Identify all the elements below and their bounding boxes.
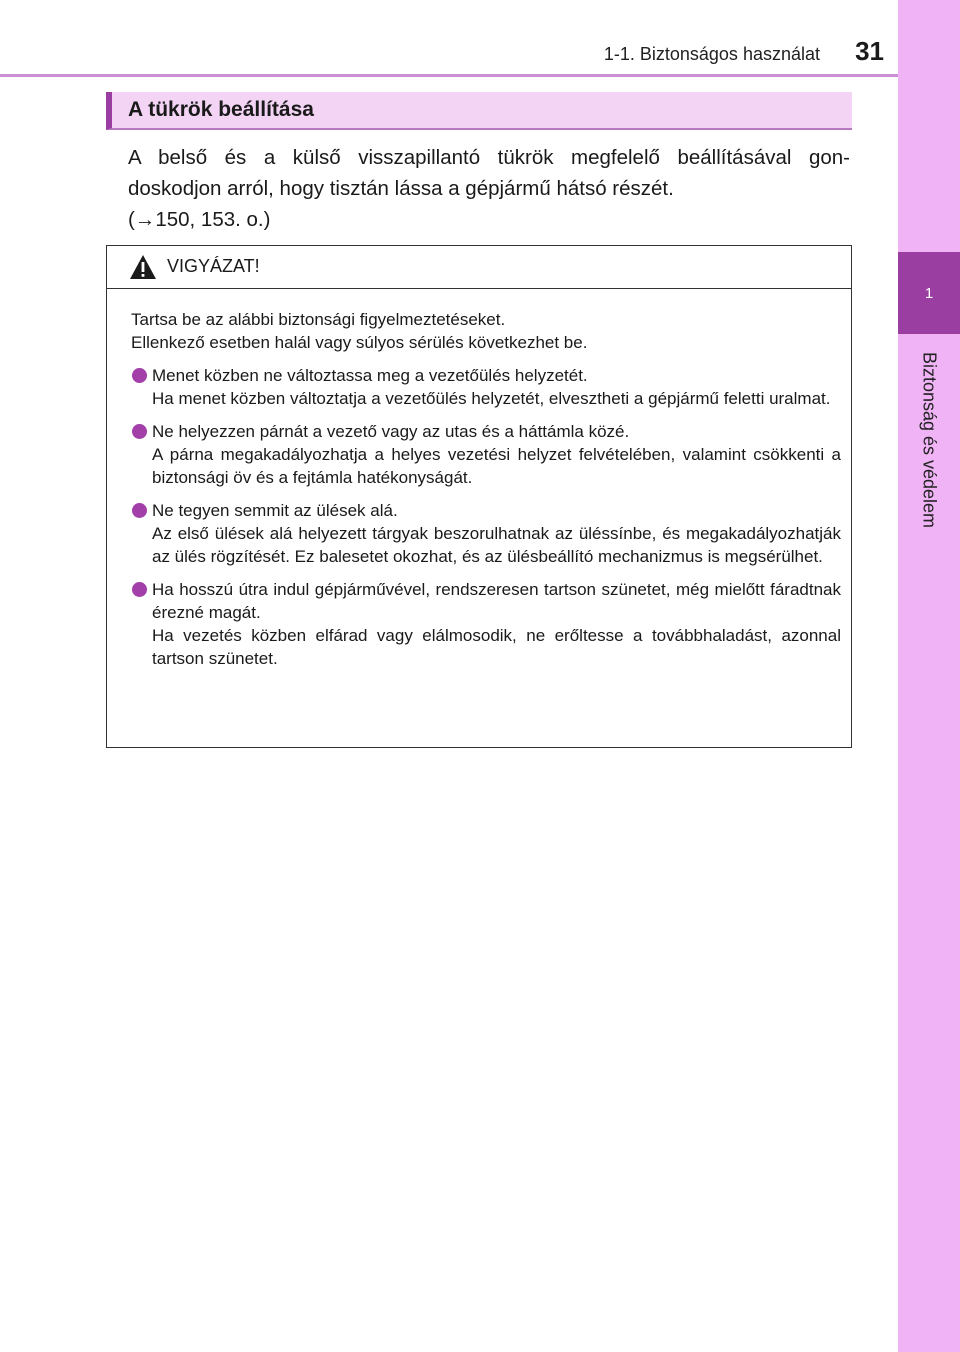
warning-header <box>107 246 851 289</box>
bullet-dot-icon <box>132 368 147 383</box>
warning-body <box>131 308 841 680</box>
bullet-body: Ha vezetés közben elfárad vagy elálmosodik, ne erőltesse a továbbhaladást, azonnal tartson szünetet. <box>152 626 841 668</box>
sidebar-band <box>898 0 960 1352</box>
bullet-body: A párna megakadályozhatja a helyes vezetési helyzet felvételében, valamint csökkenti a biztonsági öv és a fejtámla hatékonyságát. <box>152 445 841 487</box>
bullet-head: Ha hosszú útra indul gépjárművével, rendszeresen tartson szünetet, még mielőtt fáradtnak érezné magát. <box>152 580 841 622</box>
bullet-head: Ne tegyen semmit az ülések alá. <box>152 501 398 520</box>
intro-line: doskodjon arról, hogy tisztán lássa a gépjármű hátsó részét. <box>128 177 674 200</box>
intro-line: A belső és a külső visszapillantó tükrök megfelelő beállításával gon- <box>128 146 850 169</box>
bullet-head: Menet közben ne változtassa meg a vezetőülés helyzetét. <box>152 366 588 385</box>
bullet-head: Ne helyezzen párnát a vezető vagy az utas és a háttámla közé. <box>152 422 630 441</box>
header-divider <box>0 74 898 77</box>
intro-reference: (→150, 153. o.) <box>128 208 271 231</box>
bullet-dot-icon <box>132 503 147 518</box>
bullet-dot-icon <box>132 582 147 597</box>
warning-box <box>106 245 852 748</box>
section-header: 1-1. Biztonságos használat <box>603 44 820 64</box>
page-number: 31 <box>855 36 884 66</box>
bullet-body: Ha menet közben változtatja a vezetőülés helyzetét, elvesztheti a gépjármű feletti uralmat. <box>152 389 831 408</box>
warning-label: VIGYÁZAT! <box>167 256 260 276</box>
bullet-dot-icon <box>132 424 147 439</box>
chapter-number: 1 <box>924 284 934 302</box>
bullet-body: Az első ülések alá helyezett tárgyak beszorulhatnak az üléssínbe, és megakadályozhatják az ülés rögzítését. Ez balesetet okozhat, és az ülésbeállító mechanizmus is megsérülhet. <box>152 524 841 566</box>
chapter-title: Biztonság és védelem <box>919 351 940 529</box>
intro-paragraph <box>128 142 850 235</box>
warning-bullet <box>131 578 841 670</box>
chapter-number-box <box>898 252 960 334</box>
warning-intro-line: Ellenkező esetben halál vagy súlyos sérülés következhet be. <box>131 333 588 352</box>
section-title-bar <box>106 92 852 130</box>
warning-bullet <box>131 420 841 489</box>
section-title: A tükrök beállítása <box>128 98 314 121</box>
warning-bullet <box>131 364 841 410</box>
warning-triangle-icon <box>129 254 157 280</box>
warning-intro-line: Tartsa be az alábbi biztonsági figyelmeztetéseket. <box>131 310 506 329</box>
warning-bullet <box>131 499 841 568</box>
